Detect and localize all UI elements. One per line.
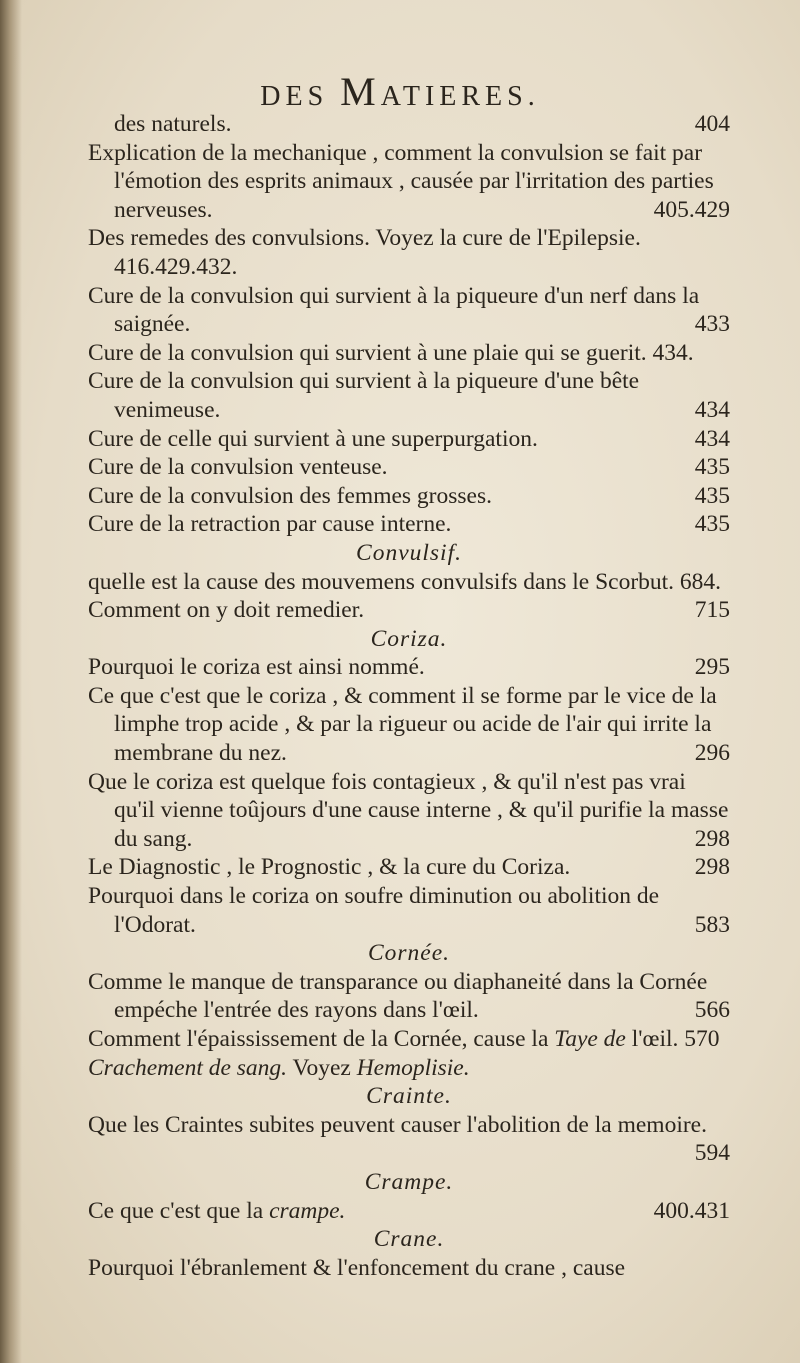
page-ref: 715 (694, 597, 730, 624)
section-heading-cornee: Cornée. (367, 940, 451, 967)
entry-text: Cure de celle qui survient à une superpurgation. (88, 425, 538, 452)
entry-text: Cure de la convulsion qui survient à la piqueure d'une bête venimeuse. (88, 368, 640, 423)
entry-text: Des remedes des convulsions. Voyez la cure de l'Epilepsie. 416.429.432. (88, 225, 641, 280)
section-heading-convulsif: Convulsif. (356, 539, 462, 566)
page-spine-shadow (0, 0, 22, 1363)
page-ref: 400.431 (653, 1197, 730, 1224)
page-ref: 298 (694, 854, 730, 881)
page-ref: 435 (694, 454, 730, 481)
entry-text: Pourquoi l'ébranlement & l'enfoncement du crane , cause (88, 1254, 626, 1281)
index-entry (88, 1197, 730, 1226)
page-ref: 435 (694, 482, 730, 509)
page-ref: 434 (694, 425, 730, 452)
section-heading-crainte: Crainte. (366, 1083, 452, 1110)
entry-text-italic: Crachement de sang. (88, 1054, 288, 1081)
index-entry (88, 968, 730, 1025)
entry-text: Pourquoi le coriza est ainsi nommé. (88, 654, 425, 681)
index-entry (88, 482, 730, 511)
page-ref: 298 (694, 825, 730, 852)
page-ref: 296 (694, 740, 730, 767)
entry-text: Cure de la convulsion qui survient à une plaie qui se guerit. 434. (88, 339, 694, 366)
index-entry (88, 568, 730, 597)
entry-text: Comment on y doit remedier. (88, 597, 365, 624)
index-entry (88, 682, 730, 768)
index-entry (88, 1025, 730, 1054)
entry-text: quelle est la cause des mouvemens convulsifs dans le Scorbut. 684. (88, 568, 722, 595)
section-heading-crampe: Crampe. (364, 1168, 454, 1195)
index-entry-crachement (88, 1054, 730, 1083)
page-ref: 435 (694, 511, 730, 538)
index-entry (88, 1254, 730, 1283)
index-entry (88, 510, 730, 539)
entry-text: Ce que c'est que le coriza , & comment il se forme par le vice de la limphe trop acide , & par la rigueur ou acide de l'air qui irrite la membrane du nez. (88, 682, 717, 767)
page-ref: 404 (694, 111, 730, 137)
entry-text-italic: Hemoplisie. (356, 1054, 470, 1081)
section-heading-coriza: Coriza. (370, 625, 448, 652)
index-entry (88, 653, 730, 682)
index-entry (88, 367, 730, 424)
entry-text: Cure de la convulsion venteuse. (88, 454, 388, 481)
entry-text: Cure de la convulsion qui survient à la piqueure d'un nerf dans la saignée. (88, 282, 700, 338)
entry-text: Que le coriza est quelque fois contagieux , & qu'il n'est pas vrai qu'il vienne toûjours d'une cause interne , & qu'il purifie la masse du sang. (88, 768, 729, 852)
page-ref: 583 (694, 911, 730, 938)
header-word-rest: ATIERES. (380, 81, 540, 112)
entry-text-italic: Taye de (554, 1026, 626, 1052)
header-word-des: DES (260, 81, 341, 112)
entry-text: Voyez (287, 1054, 357, 1081)
index-entry (88, 282, 730, 339)
index-entry (88, 596, 730, 625)
page-ref: 594 (694, 1140, 730, 1167)
entry-text: Comme le manque de transparance ou diaphaneité dans la Cornée empéche l'entrée des rayons dans l'œil. (88, 968, 708, 1024)
page-ref: 566 (694, 997, 730, 1024)
index-content (88, 110, 730, 1282)
entry-text: Comment l'épaississement de la Cornée, cause la (88, 1026, 555, 1052)
index-entry (88, 1111, 730, 1168)
index-entry (88, 453, 730, 482)
page-ref: 434 (694, 396, 730, 423)
running-header (0, 68, 800, 115)
header-cap-letter: M (340, 69, 381, 114)
index-entry (88, 853, 730, 882)
entry-text-italic: crampe. (269, 1197, 346, 1224)
entry-text: Pourquoi dans le coriza on soufre diminution ou abolition de l'Odorat. (88, 883, 660, 938)
entry-text: Ce que c'est que la (88, 1197, 270, 1224)
index-entry (88, 425, 730, 454)
entry-text: des naturels. (114, 111, 232, 137)
page-ref: 433 (694, 311, 730, 338)
entry-text: Explication de la mechanique , comment la convulsion se fait par l'émotion des esprits animaux , causée par l'irritation des parties nerveuses. (88, 139, 714, 223)
section-heading-crane: Crane. (373, 1226, 445, 1253)
entry-text: Cure de la retraction par cause interne. (88, 511, 452, 538)
index-entry (114, 110, 730, 139)
index-entry (88, 224, 730, 281)
entry-text: Le Diagnostic , le Prognostic , & la cure du Coriza. (88, 854, 571, 881)
page-ref: 405.429 (653, 196, 730, 223)
entry-text: Que les Craintes subites peuvent causer l'abolition de la memoire. (88, 1111, 707, 1138)
entry-text: Cure de la convulsion des femmes grosses. (88, 482, 492, 509)
index-entry (88, 339, 730, 368)
entry-text: l'œil. 570 (625, 1026, 720, 1052)
page-ref: 295 (694, 654, 730, 681)
index-entry (88, 139, 730, 225)
index-entry (88, 768, 730, 854)
index-entry (88, 882, 730, 939)
